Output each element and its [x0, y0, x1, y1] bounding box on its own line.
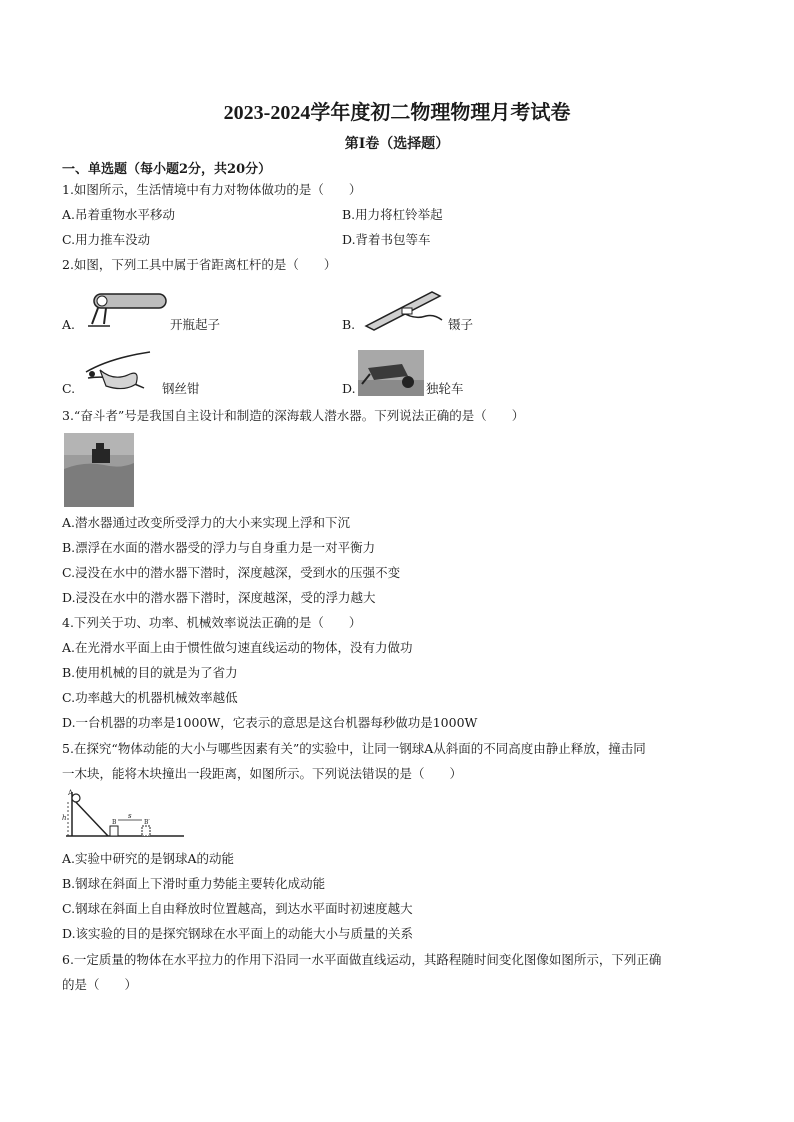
- question-3-option-b: B.漂浮在水面的潜水器受的浮力与自身重力是一对平衡力: [62, 540, 376, 555]
- question-2-option-d-letter: D.: [342, 381, 356, 396]
- question-1-option-b: B.用力将杠铃举起: [342, 207, 443, 222]
- question-2-stem: 2.如图，下列工具中属于省距离杠杆的是（ ）: [62, 257, 337, 272]
- incline-experiment-figure: [62, 788, 186, 840]
- question-4-option-a: A.在光滑水平面上由于惯性做匀速直线运动的物体，没有力做功: [62, 640, 413, 655]
- figure-label-height: h: [62, 814, 67, 822]
- question-2-option-a-label: 开瓶起子: [170, 317, 221, 332]
- question-5-stem-line1: 5.在探究“物体动能的大小与哪些因素有关”的实验中，让同一钢球A从斜面的不同高度由静止释放，撞击同: [62, 741, 646, 756]
- question-6-stem-line2: 的是（ ）: [62, 977, 138, 992]
- question-5-option-a: A.实验中研究的是钢球A的动能: [62, 851, 235, 866]
- question-5-stem-line2: 一木块，能将木块撞出一段距离，如图所示。下列说法错误的是（ ）: [62, 766, 463, 781]
- question-1-option-d: D.背着书包等车: [342, 232, 431, 247]
- section-heading: 一、单选题（每小题2分，共20分）: [62, 162, 272, 177]
- figure-label-block: B: [112, 819, 117, 826]
- exam-subtitle: 第Ⅰ卷（选择题）: [344, 136, 450, 152]
- question-5-option-b: B.钢球在斜面上下滑时重力势能主要转化成动能: [62, 876, 326, 891]
- question-1-stem: 1.如图所示，生活情境中有力对物体做功的是（ ）: [62, 182, 362, 197]
- question-2-option-b-letter: B.: [342, 317, 356, 332]
- question-3-option-c: C.浸没在水中的潜水器下潜时，深度越深，受到水的压强不变: [62, 565, 401, 580]
- question-4-stem: 4.下列关于功、功率、机械效率说法正确的是（ ）: [62, 615, 362, 630]
- question-2-option-a-letter: A.: [62, 317, 76, 332]
- figure-label-ball: A: [68, 789, 74, 797]
- question-5-option-d: D.该实验的目的是探究钢球在水平面上的动能大小与质量的关系: [62, 926, 414, 941]
- question-1-option-c: C.用力推车没动: [62, 232, 151, 247]
- question-4-option-c: C.功率越大的机器机械效率越低: [62, 690, 238, 705]
- question-5-option-c: C.钢球在斜面上自由释放时位置越高，到达水平面时初速度越大: [62, 901, 413, 916]
- question-3-stem: 3.“奋斗者”号是我国自主设计和制造的深海载人潜水器。下列说法正确的是（ ）: [62, 408, 525, 423]
- submersible-photo: [64, 433, 134, 507]
- question-2-option-c-label: 钢丝钳: [162, 381, 200, 396]
- figure-label-distance: s: [128, 812, 132, 820]
- question-3-option-d: D.浸没在水中的潜水器下潜时，深度越深，受的浮力越大: [62, 590, 376, 605]
- tweezers-figure: [362, 286, 446, 334]
- question-2-option-c-letter: C.: [62, 381, 76, 396]
- pliers-figure: [80, 348, 160, 396]
- exam-title: 2023-2024学年度初二物理物理月考试卷: [223, 102, 571, 124]
- question-4-option-b: B.使用机械的目的就是为了省力: [62, 665, 238, 680]
- question-1-option-a: A.吊着重物水平移动: [62, 207, 176, 222]
- wheelbarrow-photo: [358, 350, 424, 396]
- question-4-option-d: D.一台机器的功率是1000W，它表示的意思是这台机器每秒做功是1000W: [62, 715, 478, 730]
- question-3-option-a: A.潜水器通过改变所受浮力的大小来实现上浮和下沉: [62, 515, 351, 530]
- question-2-option-b-label: 镊子: [448, 317, 474, 332]
- bottle-opener-figure: [80, 288, 172, 332]
- question-2-option-d-label: 独轮车: [426, 381, 464, 396]
- question-6-stem-line1: 6.一定质量的物体在水平拉力的作用下沿同一水平面做直线运动，其路程随时间变化图像如图所示，下列正确: [62, 952, 662, 967]
- figure-label-block-end: B′: [144, 819, 150, 826]
